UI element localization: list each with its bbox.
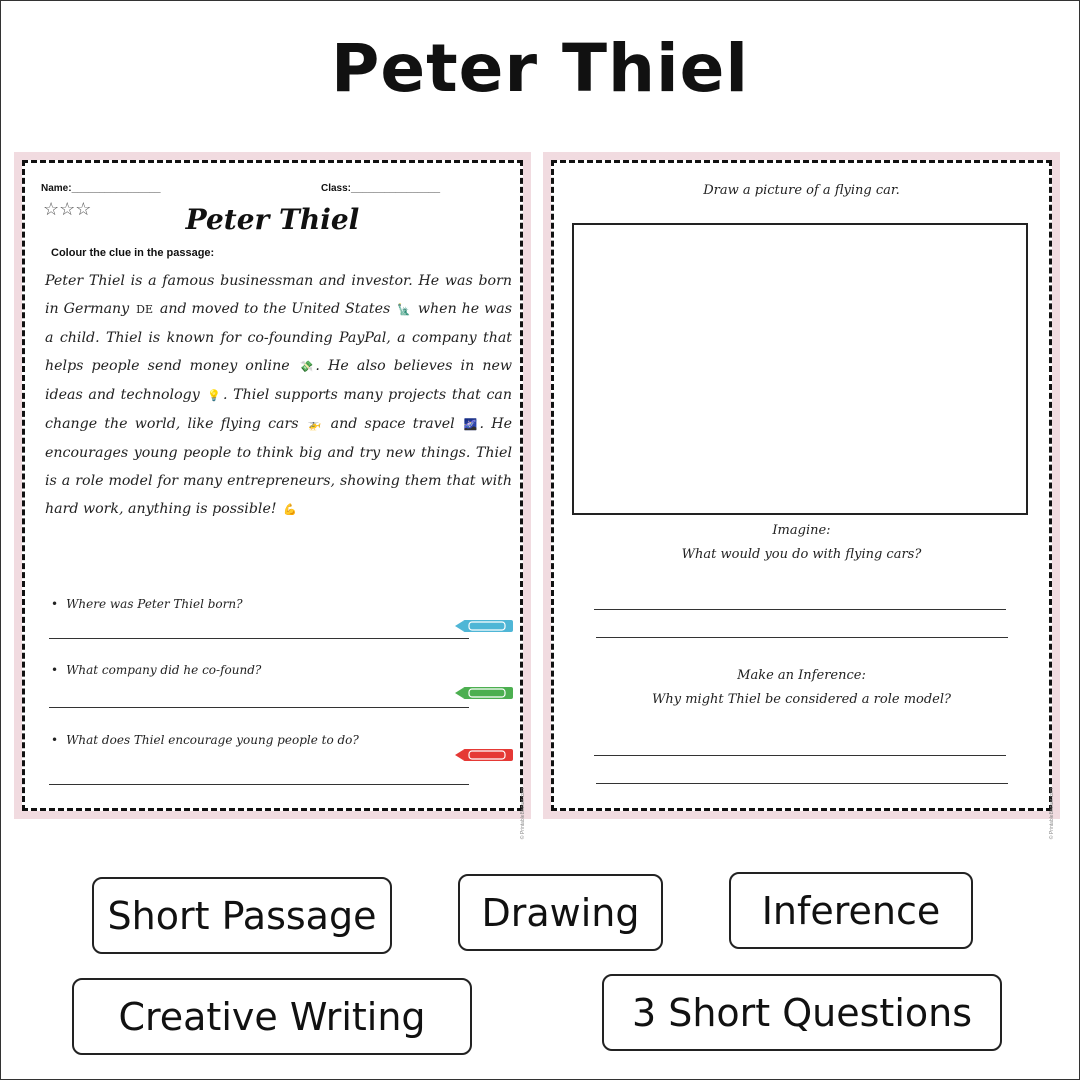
passage-text: and space travel — [323, 416, 462, 432]
passage-text: and moved to the United States — [154, 301, 396, 317]
crayon-icon — [455, 747, 517, 763]
helicopter-icon: 🚁 — [307, 418, 322, 431]
imagine-label: Imagine: — [772, 523, 831, 538]
crayon-icon — [455, 618, 517, 634]
milky-way-icon: 🌌 — [463, 418, 478, 431]
name-label: Name:________________ — [41, 183, 161, 194]
flexed-biceps-icon: 💪 — [283, 503, 297, 516]
answer-line[interactable] — [49, 784, 469, 785]
tag-drawing: Drawing — [458, 874, 663, 951]
crayon-icon — [455, 685, 517, 701]
question-1: • Where was Peter Thiel born? — [51, 597, 243, 611]
passage-text: when he was a child. Thiel is known for co-founding PayPal, a company that helps people send money online — [45, 301, 512, 374]
tag-3-short-questions: 3 Short Questions — [602, 974, 1002, 1051]
tag-creative-writing: Creative Writing — [72, 978, 472, 1055]
rating-stars: ☆☆☆ — [43, 199, 92, 219]
question-2: • What company did he co-found? — [51, 663, 262, 677]
passage-text: Peter Thiel is a famous businessman and investor. He was born in Germany — [45, 273, 512, 317]
worksheet-left-inner — [22, 160, 526, 840]
inference-label: Make an Inference: — [737, 668, 866, 683]
reading-passage — [45, 267, 512, 524]
light-bulb-icon: 💡 — [207, 389, 222, 402]
passage-text: . Thiel supports many projects that can change the world, like flying cars — [45, 387, 512, 432]
question-3: • What does Thiel encourage young people to do? — [51, 733, 359, 747]
class-label: Class:________________ — [321, 183, 440, 194]
answer-line[interactable] — [594, 755, 1006, 756]
answer-line[interactable] — [594, 609, 1006, 610]
statue-of-liberty-icon: 🗽 — [397, 303, 411, 316]
draw-prompt: Draw a picture of a flying car. — [703, 183, 900, 198]
answer-line[interactable] — [49, 707, 469, 708]
answer-line[interactable] — [596, 637, 1008, 638]
inference-question: Why might Thiel be considered a role model? — [652, 692, 951, 707]
drawing-box[interactable] — [572, 223, 1028, 515]
watermark: © PrintableBazaar.com — [1049, 788, 1055, 840]
passage-text: . He encourages young people to think big and try new things. Thiel is a role model for many entrepreneurs, showing them that with hard work, anything is possible! — [45, 416, 512, 517]
imagine-question: What would you do with flying cars? — [681, 547, 922, 562]
tag-inference: Inference — [729, 872, 973, 949]
answer-line[interactable] — [596, 783, 1008, 784]
money-wings-icon: 💸 — [299, 360, 314, 373]
tag-short-passage: Short Passage — [92, 877, 392, 954]
watermark: © PrintableBazaar.com — [520, 788, 526, 840]
page-title: Peter Thiel — [331, 30, 749, 107]
worksheet-preview-right — [543, 152, 1060, 840]
answer-line[interactable] — [49, 638, 469, 639]
worksheet-title: Peter Thiel — [185, 203, 360, 236]
worksheet-right-inner — [551, 160, 1055, 840]
worksheet-preview-left — [14, 152, 531, 840]
passage-text: . He also believes in new ideas and technology — [45, 358, 512, 403]
germany-flag-icon: DE — [136, 303, 153, 316]
instruction-text: Colour the clue in the passage: — [51, 247, 215, 259]
